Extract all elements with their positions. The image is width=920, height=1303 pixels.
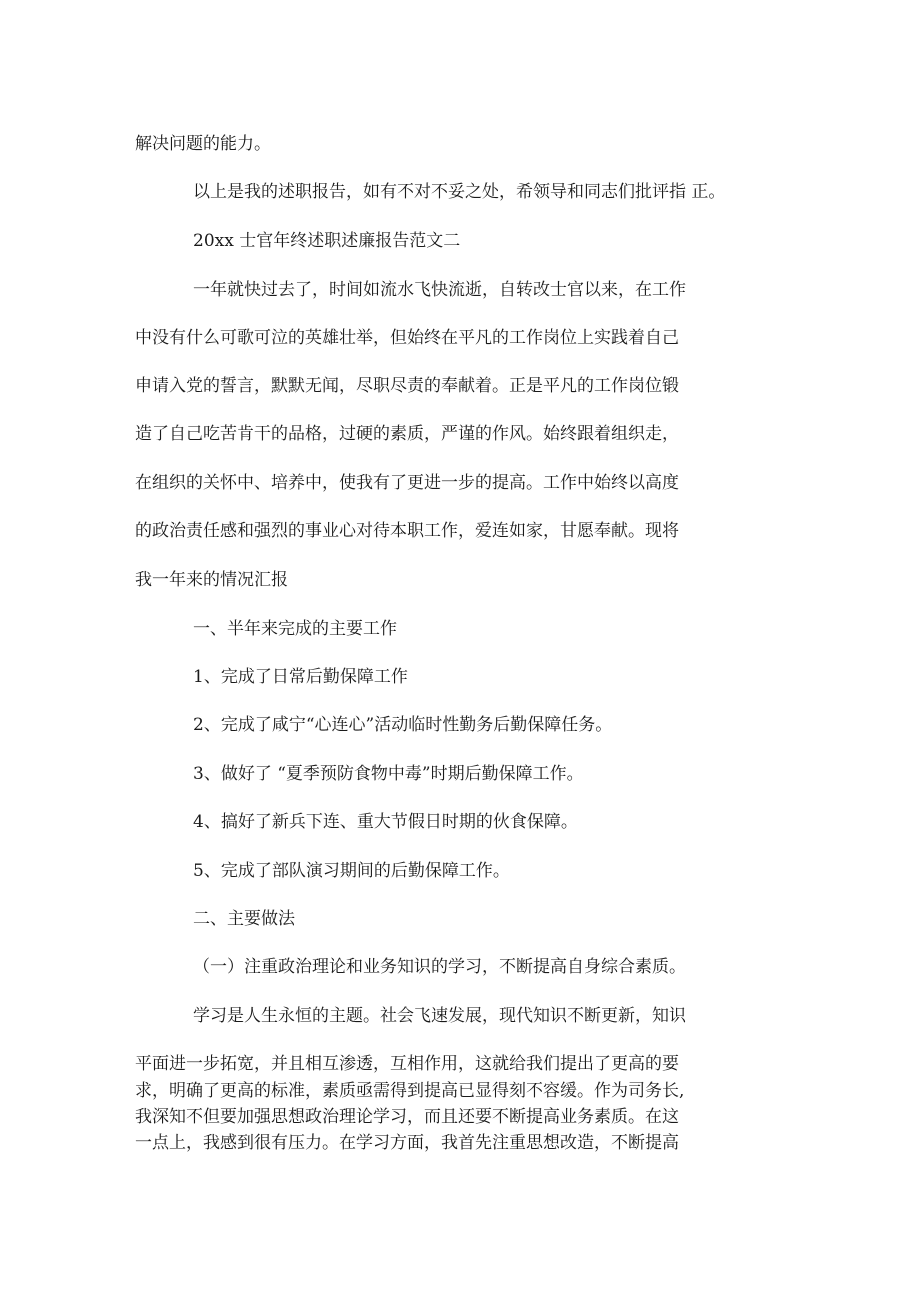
section-heading: 二、主要做法 [193, 909, 295, 929]
list-item: 4、搞好了新兵下连、重大节假日时期的伙食保障。 [193, 812, 578, 832]
list-item: 2、完成了咸宁“心连心”活动临时性勤务后勤保障任务。 [193, 715, 613, 735]
list-item: 3、做好了 “夏季预防食物中毒”时期后勤保障工作。 [193, 764, 584, 784]
list-item: 5、完成了部队演习期间的后勤保障工作。 [193, 861, 510, 881]
subsection-heading: （一）注重政治理论和业务知识的学习，不断提高自身综合素质。 [193, 957, 686, 977]
text-line: 一年就快过去了，时间如流水飞快流逝，自转改士官以来，在工作 [193, 280, 686, 300]
text-line: 平面进一步拓宽，并且相互渗透，互相作用，这就给我们提出了更高的要 [135, 1054, 679, 1074]
text-line: 学习是人生永恒的主题。社会飞速发展，现代知识不断更新，知识 [193, 1006, 686, 1026]
text-line: 的政治责任感和强烈的事业心对待本职工作，爱连如家，甘愿奉献。现将 [135, 521, 679, 541]
text-line: 我一年来的情况汇报 [135, 570, 288, 590]
text-line: 解决问题的能力。 [135, 134, 271, 154]
text-line: 以上是我的述职报告，如有不对不妥之处，希领导和同志们批评指 正。 [193, 182, 726, 202]
text-line: 求，明确了更高的标准，素质亟需得到提高已显得刻不容缓。作为司务长, [135, 1081, 685, 1101]
text-line: 我深知不但要加强思想政治理论学习，而且还要不断提高业务素质。在这 [135, 1107, 679, 1127]
section-heading: 20xx 士官年终述职述廉报告范文二 [193, 231, 461, 251]
text-line: 申请入党的誓言，默默无闻，尽职尽责的奉献着。正是平凡的工作岗位锻 [135, 376, 679, 396]
list-item: 1、完成了日常后勤保障工作 [193, 667, 408, 687]
section-heading: 一、半年来完成的主要工作 [193, 619, 397, 639]
text-line: 中没有什么可歌可泣的英雄壮举，但始终在平凡的工作岗位上实践着自己 [135, 328, 679, 348]
text-line: 造了自己吃苦肯干的品格，过硬的素质，严谨的作风。始终跟着组织走， [135, 424, 679, 444]
text-line: 一点上，我感到很有压力。在学习方面，我首先注重思想改造，不断提高 [135, 1133, 679, 1153]
text-line: 在组织的关怀中、培养中，使我有了更进一步的提高。工作中始终以高度 [135, 473, 679, 493]
